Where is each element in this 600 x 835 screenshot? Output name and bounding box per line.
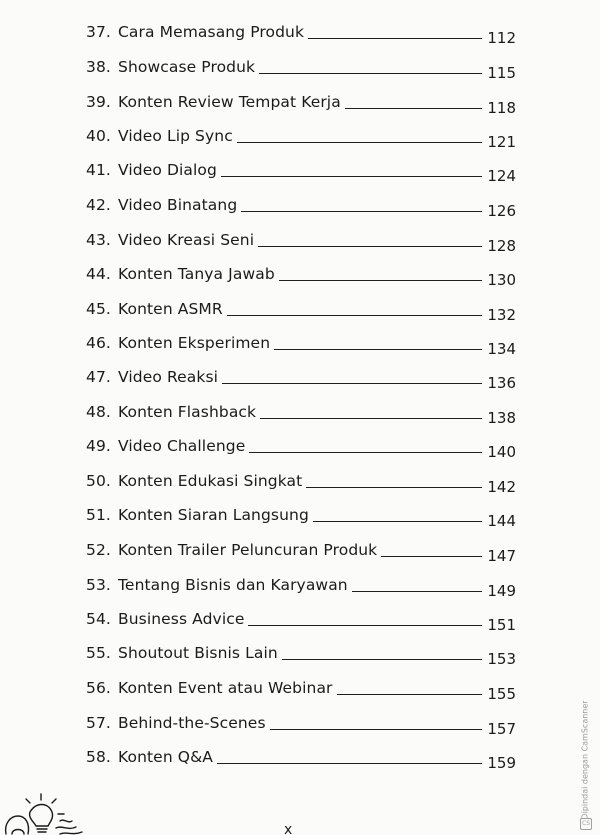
toc-entry-number: 51. (86, 506, 111, 524)
toc-entry (86, 540, 516, 570)
toc-leader-line (260, 418, 482, 419)
toc-entry-number: 47. (86, 368, 111, 386)
toc-entry-title: Video Binatang (118, 196, 238, 214)
toc-entry-page: 138 (487, 409, 516, 427)
toc-leader-line (227, 315, 482, 316)
toc-entry-number: 37. (86, 23, 111, 41)
toc-entry-title: Tentang Bisnis dan Karyawan (118, 576, 348, 594)
toc-entry-page: 136 (487, 374, 516, 392)
toc-entry-page: 157 (487, 720, 516, 738)
toc-entry-title: Cara Memasang Produk (118, 23, 305, 41)
toc-leader-line (337, 694, 482, 695)
toc-leader-line (279, 280, 482, 281)
toc-entry-title: Konten Flashback (118, 403, 257, 421)
toc-entry-number: 57. (86, 714, 111, 732)
toc-entry (86, 367, 516, 397)
toc-entry (86, 505, 516, 535)
toc-entry-title: Konten Tanya Jawab (118, 265, 275, 283)
toc-entry-page: 132 (487, 306, 516, 324)
toc-entry-number: 52. (86, 541, 111, 559)
toc-entry-page: 121 (487, 133, 516, 151)
toc-entry-page: 128 (487, 237, 516, 255)
toc-entry-page: 118 (487, 99, 516, 117)
toc-leader-line (221, 176, 482, 177)
toc-entry-title: Video Lip Sync (118, 127, 233, 145)
toc-leader-line (258, 246, 482, 247)
toc-entry-number: 50. (86, 472, 111, 490)
toc-entry-page: 124 (487, 167, 516, 185)
toc-leader-line (222, 383, 482, 384)
toc-leader-line (345, 108, 482, 109)
toc-entry-title: Konten Siaran Langsung (118, 506, 309, 524)
toc-leader-line (241, 211, 482, 212)
toc-entry (86, 195, 516, 225)
toc-entry (86, 747, 516, 777)
toc-entry-page: 151 (487, 616, 516, 634)
toc-entry-page: 140 (487, 443, 516, 461)
toc-entry (86, 333, 516, 363)
toc-entry-title: Konten Q&A (118, 748, 213, 766)
toc-entry-title: Business Advice (118, 610, 245, 628)
toc-entry-title: Shoutout Bisnis Lain (118, 644, 278, 662)
toc-entry-title: Video Kreasi Seni (118, 231, 255, 249)
toc-leader-line (308, 38, 482, 39)
toc-leader-line (306, 487, 482, 488)
toc-entry-page: 130 (487, 271, 516, 289)
toc-entry-title: Konten ASMR (118, 300, 223, 318)
watermark-text: Dipindai dengan CamScanner (580, 700, 590, 820)
toc-entry-title: Video Challenge (118, 437, 246, 455)
toc-entry-page: 159 (487, 754, 516, 772)
toc-leader-line (217, 763, 482, 764)
toc-entry-page: 153 (487, 650, 516, 668)
toc-entry (86, 609, 516, 639)
toc-leader-line (313, 521, 482, 522)
toc-entry-title: Video Reaksi (118, 368, 219, 386)
toc-entry (86, 471, 516, 501)
page-number-footer: x (284, 823, 293, 835)
toc-entry-number: 46. (86, 334, 111, 352)
toc-entry-page: 155 (487, 685, 516, 703)
toc-entry-number: 49. (86, 437, 111, 455)
camscanner-watermark (572, 690, 598, 830)
toc-entry (86, 57, 516, 87)
toc-entry-number: 39. (86, 93, 111, 111)
toc-entry-number: 58. (86, 748, 111, 766)
toc-entry-page: 126 (487, 202, 516, 220)
toc-leader-line (249, 452, 482, 453)
toc-entry-number: 48. (86, 403, 111, 421)
toc-leader-line (282, 659, 482, 660)
toc-entry-page: 147 (487, 547, 516, 565)
toc-entry-number: 53. (86, 576, 111, 594)
toc-entry-title: Konten Trailer Peluncuran Produk (118, 541, 378, 559)
toc-entry-number: 40. (86, 127, 111, 145)
toc-entry (86, 264, 516, 294)
toc-leader-line (381, 556, 482, 557)
toc-entry (86, 126, 516, 156)
toc-entry-number: 42. (86, 196, 111, 214)
toc-entry-page: 144 (487, 512, 516, 530)
toc-entry-page: 134 (487, 340, 516, 358)
toc-entry (86, 678, 516, 708)
toc-entry-title: Video Dialog (118, 161, 217, 179)
toc-entry-page: 149 (487, 582, 516, 600)
toc-leader-line (352, 591, 482, 592)
toc-entry (86, 230, 516, 260)
toc-entry (86, 575, 516, 605)
toc-entry-number: 41. (86, 161, 111, 179)
toc-entry-number: 45. (86, 300, 111, 318)
toc-entry-title: Konten Event atau Webinar (118, 679, 333, 697)
toc-entry (86, 643, 516, 673)
toc-leader-line (237, 142, 482, 143)
toc-entry-number: 43. (86, 231, 111, 249)
toc-leader-line (248, 625, 482, 626)
toc-entry-page: 115 (487, 64, 516, 82)
toc-entry (86, 92, 516, 122)
toc-entry-page: 112 (487, 29, 516, 47)
toc-entry-number: 55. (86, 644, 111, 662)
toc-entry (86, 160, 516, 190)
toc-entry-number: 54. (86, 610, 111, 628)
toc-entry-title: Showcase Produk (118, 58, 256, 76)
camscanner-logo: CS (580, 818, 592, 830)
toc-entry-number: 38. (86, 58, 111, 76)
toc-entry-title: Konten Edukasi Singkat (118, 472, 303, 490)
toc-entry-number: 44. (86, 265, 111, 283)
toc-entry-title: Konten Review Tempat Kerja (118, 93, 341, 111)
toc-entry-page: 142 (487, 478, 516, 496)
toc-entry (86, 402, 516, 432)
toc-entry-title: Konten Eksperimen (118, 334, 271, 352)
toc-entry (86, 436, 516, 466)
lightbulb-doodle-icon (0, 790, 90, 835)
toc-leader-line (259, 73, 482, 74)
toc-leader-line (274, 349, 482, 350)
toc-entry-number: 56. (86, 679, 111, 697)
toc-leader-line (270, 729, 482, 730)
toc-entry (86, 299, 516, 329)
toc-entry (86, 22, 516, 52)
toc-entry-title: Behind-the-Scenes (118, 714, 266, 732)
toc-entry (86, 713, 516, 743)
